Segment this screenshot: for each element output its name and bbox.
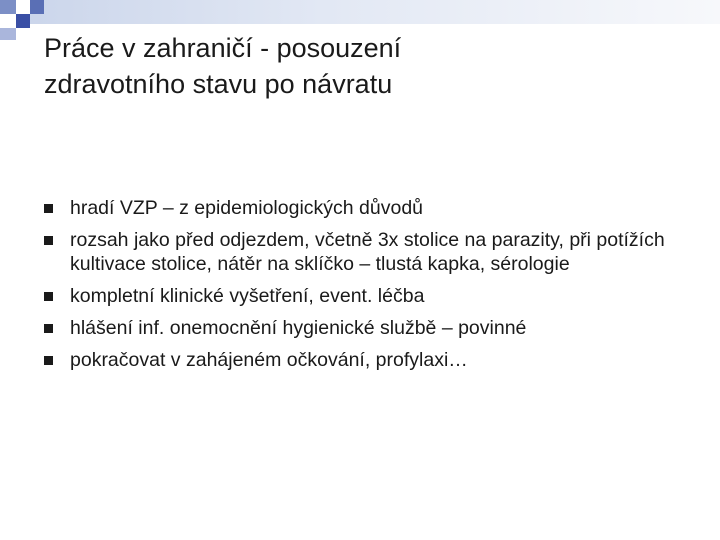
bullet-text: kompletní klinické vyšetření, event. léčba [70,285,425,307]
slide-title-line: Práce v zahraničí - posouzení [44,33,402,63]
bullet-item [44,228,684,276]
bullet-item [44,284,684,308]
bullet-text: rozsah jako před odjezdem, včetně 3x stolice na parazity, při potížích kultivace stolice, nátěr na sklíčko – tlustá kapka, sérologie [70,229,665,275]
bullet-text: hradí VZP – z epidemiologických důvodů [70,197,424,219]
decorative-square [30,0,44,14]
bullet-item [44,196,684,220]
bullet-text: pokračovat v zahájeném očkování, profylaxi… [70,349,468,371]
header-gradient-band [0,0,720,24]
square-bullet-icon [44,204,53,213]
decorative-square [0,0,16,14]
decorative-square [16,14,30,28]
bullet-list [44,196,684,380]
square-bullet-icon [44,356,53,365]
decorative-square [0,28,16,40]
decorative-square [0,14,16,28]
bullet-text: hlášení inf. onemocnění hygienické službě – povinné [70,317,527,339]
slide-title [44,30,684,102]
bullet-item [44,316,684,340]
square-bullet-icon [44,324,53,333]
square-bullet-icon [44,236,53,245]
slide-title-line: zdravotního stavu po návratu [44,69,393,99]
square-bullet-icon [44,292,53,301]
bullet-item [44,348,684,372]
decorative-square [16,0,30,14]
